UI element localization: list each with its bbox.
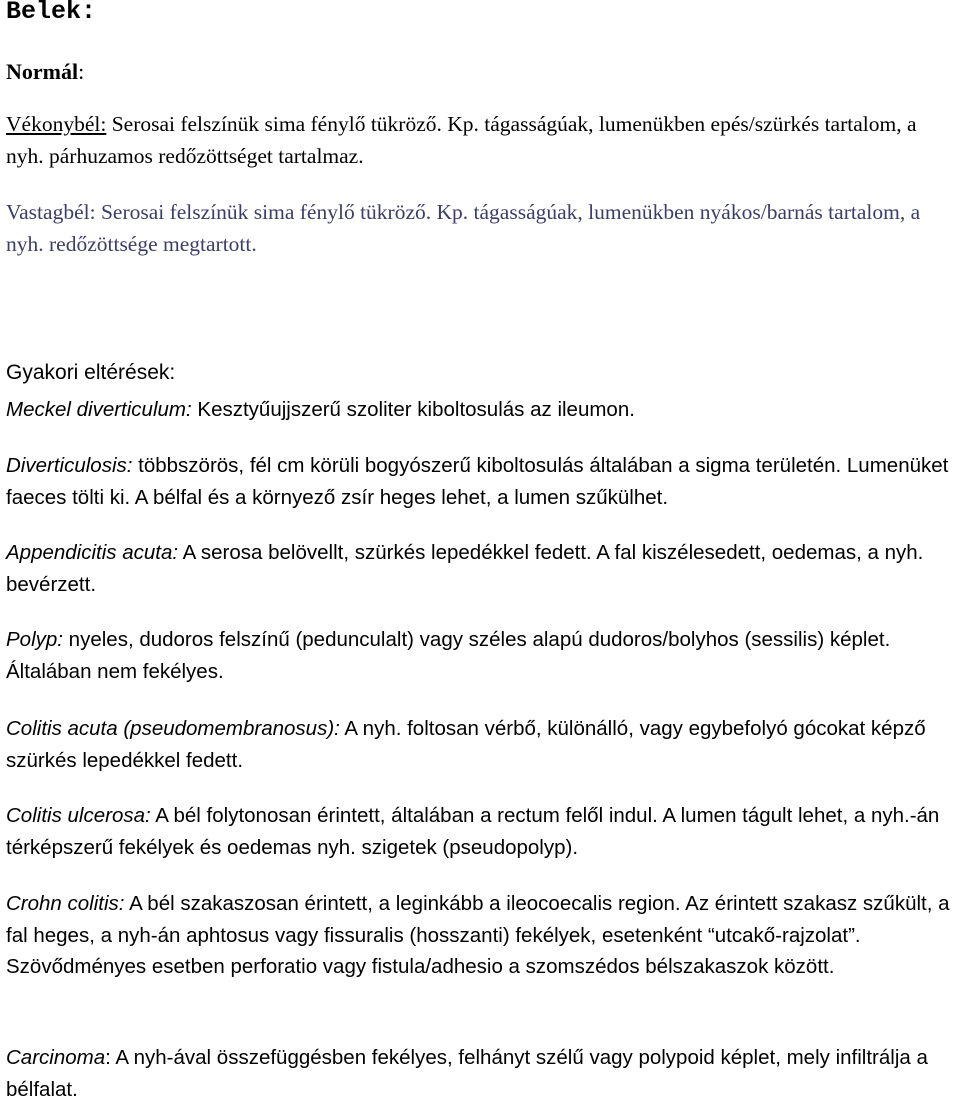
deviation-carcinoma [6, 1042, 958, 1105]
normal-heading-label: Normál [6, 59, 79, 84]
large-intestine-text: Serosai felszínük sima fénylő tükröző. Kp. tágasságúak, lumenükben nyákos/barnás tartalom, a nyh. redőzöttsége megtartott. [6, 200, 921, 256]
normal-heading [6, 58, 84, 86]
deviation-meckel-text: Kesztyűujjszerű szoliter kiboltosulás az ileumon. [191, 398, 635, 421]
deviation-colitis-ulcerosa-text: A bél folytonosan érintett, általában a rectum felől indul. A lumen tágult lehet, a nyh.-án térképszerű fekélyek és oedemas nyh. szigetek (pseudopolyp). [6, 804, 940, 859]
deviation-polyp-term: Polyp: [6, 628, 63, 651]
deviation-crohn [6, 888, 958, 983]
deviation-crohn-text: A bél szakaszosan érintett, a leginkább a ileocoecalis region. Az érintett szakasz szűkült, a fal heges, a nyh-án aphtosus vagy fissuralis (hosszanti) fekélyek, esetenként “utcakő-rajzolat”. Szövődményes esetben perforatio vagy fistula/adhesio a szomszédos bélszakaszok között. [6, 892, 950, 978]
deviation-diverticulosis [6, 450, 958, 513]
deviation-diverticulosis-text: többszörös, fél cm körüli bogyószerű kiboltosulás általában a sigma területén. Lumenüket faeces tölti ki. A bélfal és a környező zsír heges lehet, a lumen szűkülhet. [6, 454, 949, 509]
deviation-appendicitis-term: Appendicitis acuta: [6, 541, 179, 564]
deviation-meckel [6, 394, 958, 426]
small-intestine-paragraph [6, 109, 958, 172]
deviation-appendicitis [6, 537, 958, 600]
large-intestine-term: Vastagbél: [6, 200, 96, 224]
deviation-crohn-term: Crohn colitis: [6, 892, 125, 915]
deviation-meckel-term: Meckel diverticulum: [6, 398, 192, 421]
deviation-diverticulosis-term: Diverticulosis: [6, 454, 133, 477]
page-title: Belek: [6, 0, 97, 26]
normal-heading-colon: : [78, 59, 85, 84]
deviation-colitis-ulcerosa-term: Colitis ulcerosa: [6, 804, 151, 827]
deviation-colitis-acuta [6, 713, 958, 776]
deviation-colitis-acuta-text: A nyh. foltosan vérbő, különálló, vagy egybefolyó gócokat képző szürkés lepedékkel fedett. [6, 717, 926, 772]
small-intestine-text: Serosai felszínük sima fénylő tükröző. Kp. tágasságúak, lumenükben epés/szürkés tartalom, a nyh. párhuzamos redőzöttséget tartalmaz. [6, 112, 917, 168]
deviation-carcinoma-term: Carcinoma [6, 1046, 106, 1069]
deviation-colitis-ulcerosa [6, 800, 958, 863]
deviations-heading: Gyakori eltérések: [6, 361, 176, 385]
deviation-appendicitis-text: A serosa belövellt, szürkés lepedékkel fedett. A fal kiszélesedett, oedemas, a nyh. bevérzett. [6, 541, 924, 596]
deviation-colitis-acuta-term: Colitis acuta (pseudomembranosus): [6, 717, 340, 740]
large-intestine-paragraph [6, 197, 958, 260]
deviation-polyp-text: nyeles, dudoros felszínű (pedunculalt) vagy széles alapú dudoros/bolyhos (sessilis) képlet. Általában nem fekélyes. [6, 628, 891, 683]
small-intestine-term: Vékonybél: [6, 112, 107, 136]
deviation-carcinoma-text: : A nyh-ával összefüggésben fekélyes, felhányt szélű vagy polypoid képlet, mely infiltrálja a bélfalat. [6, 1046, 928, 1101]
deviation-polyp [6, 624, 958, 687]
